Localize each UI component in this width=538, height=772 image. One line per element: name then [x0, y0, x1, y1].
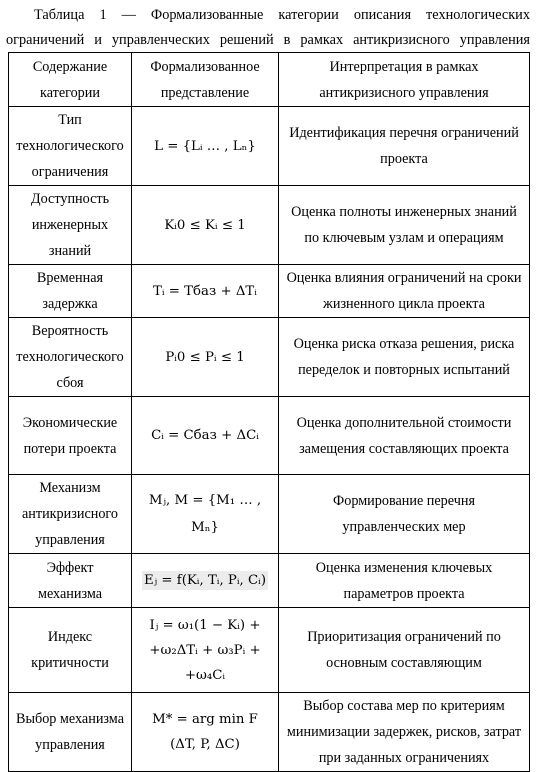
formula: Eⱼ = f(Kᵢ, Tᵢ, Pᵢ, Cᵢ) [143, 573, 267, 588]
formula-cell [132, 265, 279, 318]
table-row [9, 186, 530, 265]
category-cell: Экономические потери проекта [9, 397, 132, 475]
table-row [9, 693, 530, 772]
categories-table [8, 52, 530, 772]
table-caption [6, 3, 530, 53]
formula-cell [132, 475, 279, 554]
header-formula: Формализованное представление [132, 53, 279, 107]
table-row [9, 475, 530, 554]
formula-cell [132, 107, 279, 186]
table-row [9, 397, 530, 475]
table-row [9, 318, 530, 397]
formula-cell [132, 693, 279, 772]
interpretation-cell: Выбор состава мер по критериям минимизации задержек, рисков, затрат при заданных ограничениях [279, 693, 530, 772]
category-cell: Механизм антикризисного управления [9, 475, 132, 554]
formula-line: (ΔT, P, ΔC) [170, 737, 240, 752]
interpretation-cell: Приоритизация ограничений по основным составляющим [279, 608, 530, 693]
table-row [9, 554, 530, 608]
header-interpretation: Интерпретация в рамках антикризисного управления [279, 53, 530, 107]
formula-line: Iⱼ = ω₁(1 − Kᵢ) + [149, 617, 261, 633]
category-cell: Временная задержка [9, 265, 132, 318]
category-cell: Доступность инженерных знаний [9, 186, 132, 265]
caption-line-2: ограничений и управленческих решений в рамках антикризисного управления [6, 32, 530, 48]
header-category: Содержание категории [9, 53, 132, 107]
table-row [9, 608, 530, 693]
category-cell: Индекс критичности [9, 608, 132, 693]
formula: L = {Lᵢ … , Lₙ} [154, 138, 256, 154]
formula [136, 613, 274, 688]
interpretation-cell: Идентификация перечня ограничений проекта [279, 107, 530, 186]
formula-line: M* = arg min F [152, 712, 258, 727]
table-header-row [9, 53, 530, 107]
interpretation-cell: Оценка влияния ограничений на сроки жизненного цикла проекта [279, 265, 530, 318]
formula-cell [132, 608, 279, 693]
formula-line: +ω₂ΔTᵢ + ω₃Pᵢ + [149, 642, 261, 658]
interpretation-cell: Оценка полноты инженерных знаний по ключевым узлам и операциям [279, 186, 530, 265]
formula: Pᵢ0 ≤ Pᵢ ≤ 1 [165, 349, 245, 365]
interpretation-cell: Формирование перечня управленческих мер [279, 475, 530, 554]
formula [136, 707, 274, 757]
formula: Tᵢ = Tбаз + ΔTᵢ [153, 283, 257, 299]
formula-cell [132, 186, 279, 265]
interpretation-cell: Оценка риска отказа решения, риска переделок и повторных испытаний [279, 318, 530, 397]
formula-cell [132, 554, 279, 608]
category-cell: Выбор механизма управления [9, 693, 132, 772]
formula: Mⱼ, M = {M₁ … , Mₙ} [148, 493, 262, 535]
formula-cell [132, 318, 279, 397]
interpretation-cell: Оценка дополнительной стоимости замещения составляющих проекта [279, 397, 530, 475]
formula: Cᵢ = Cбаз + ΔCᵢ [151, 428, 259, 443]
interpretation-cell: Оценка изменения ключевых параметров проекта [279, 554, 530, 608]
category-cell: Тип технологического ограничения [9, 107, 132, 186]
formula: Kᵢ0 ≤ Kᵢ ≤ 1 [164, 217, 246, 233]
category-cell: Эффект механизма [9, 554, 132, 608]
formula-line: +ω₄Cᵢ [184, 667, 226, 683]
formula-cell [132, 397, 279, 475]
caption-line-1: Таблица 1 — Формализованные категории описания технологических [34, 7, 530, 23]
table-row [9, 265, 530, 318]
table-row [9, 107, 530, 186]
category-cell: Вероятность технологического сбоя [9, 318, 132, 397]
